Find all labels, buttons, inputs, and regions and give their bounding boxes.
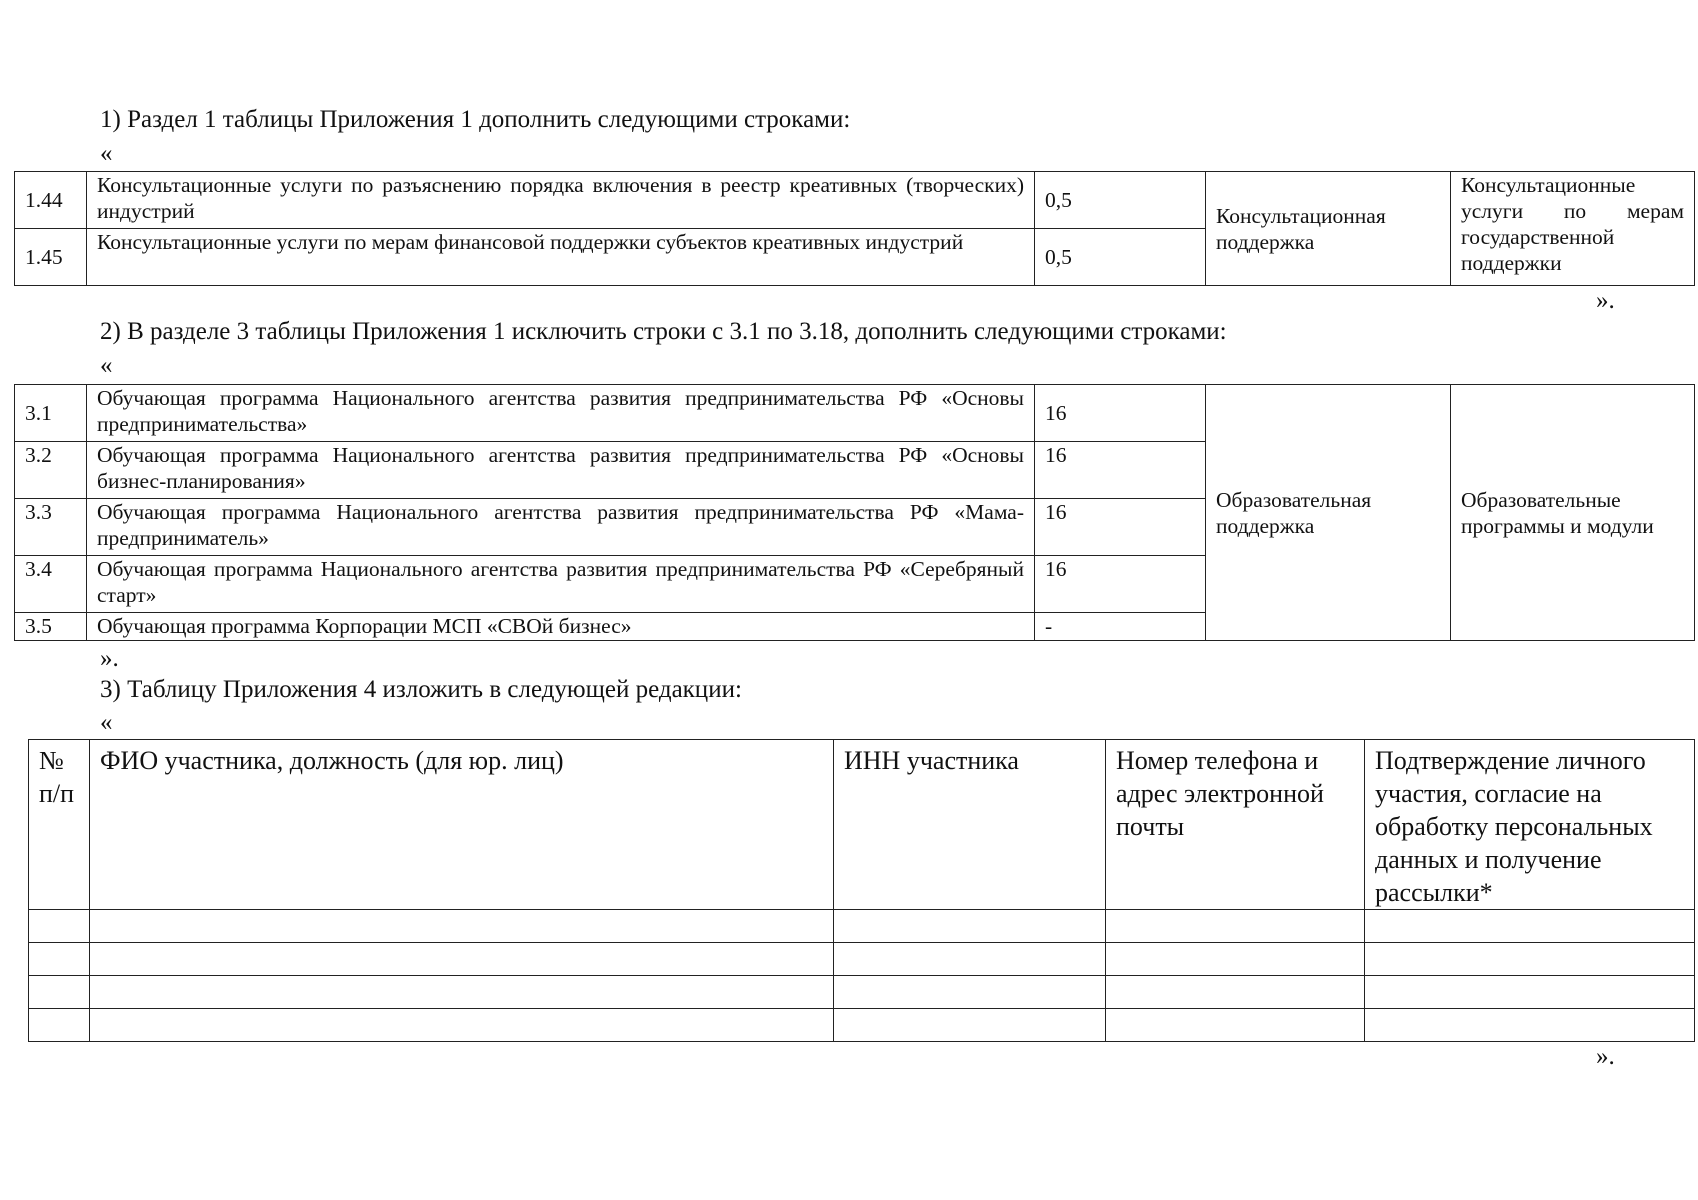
category-cell: Консультационная поддержка: [1206, 172, 1451, 286]
row-name: Обучающая программа Корпорации МСП «СВОй бизнес»: [87, 613, 1035, 641]
header-inn: ИНН участника: [834, 740, 1106, 910]
item2-heading: 2) В разделе 3 таблицы Приложения 1 исключить строки с 3.1 по 3.18, дополнить следующими строками:: [100, 318, 1227, 345]
cell-consent[interactable]: [1365, 1009, 1695, 1042]
row-value: 0,5: [1035, 172, 1206, 229]
category-cell: Образовательная поддержка: [1206, 385, 1451, 641]
row-number: 3.1: [15, 385, 87, 442]
cell-inn[interactable]: [834, 976, 1106, 1009]
row-value: 0,5: [1035, 229, 1206, 286]
row-value: 16: [1035, 499, 1206, 556]
header-contacts: Номер телефона и адрес электронной почты: [1106, 740, 1365, 910]
subcategory-cell: Консультационные услуги по мерам государственной поддержки: [1451, 172, 1695, 286]
table-row: [29, 976, 1695, 1009]
row-value: 16: [1035, 556, 1206, 613]
item3-close-quote: ».: [1596, 1043, 1615, 1070]
subcategory-cell: Образовательные программы и модули: [1451, 385, 1695, 641]
cell-name[interactable]: [90, 910, 834, 943]
cell-number[interactable]: [29, 1009, 90, 1042]
table-row: [29, 943, 1695, 976]
header-name: ФИО участника, должность (для юр. лиц): [90, 740, 834, 910]
item1-open-quote: «: [100, 140, 113, 167]
cell-name[interactable]: [90, 976, 834, 1009]
cell-contacts[interactable]: [1106, 1009, 1365, 1042]
row-name: Обучающая программа Национального агентства развития предпринимательства РФ «Серебряный старт»: [87, 556, 1035, 613]
row-name: Консультационные услуги по мерам финансовой поддержки субъектов креативных индустрий: [87, 229, 1035, 286]
row-number: 3.2: [15, 442, 87, 499]
row-number: 3.4: [15, 556, 87, 613]
row-name: Обучающая программа Национального агентства развития предпринимательства РФ «Основы бизнес-планирования»: [87, 442, 1035, 499]
item2-table: [14, 384, 1695, 641]
cell-consent[interactable]: [1365, 976, 1695, 1009]
item3-heading: 3) Таблицу Приложения 4 изложить в следующей редакции:: [100, 676, 742, 703]
cell-contacts[interactable]: [1106, 976, 1365, 1009]
cell-inn[interactable]: [834, 910, 1106, 943]
table-row: [15, 385, 1695, 442]
cell-number[interactable]: [29, 943, 90, 976]
item1-close-quote: ».: [1596, 287, 1615, 314]
row-name: Обучающая программа Национального агентства развития предпринимательства РФ «Основы предпринимательства»: [87, 385, 1035, 442]
cell-name[interactable]: [90, 943, 834, 976]
row-name: Консультационные услуги по разъяснению порядка включения в реестр креативных (творческих) индустрий: [87, 172, 1035, 229]
participants-table: [28, 739, 1695, 1042]
item2-open-quote: «: [100, 352, 113, 379]
cell-inn[interactable]: [834, 1009, 1106, 1042]
table-row: [15, 172, 1695, 229]
row-number: 1.44: [15, 172, 87, 229]
row-number: 3.5: [15, 613, 87, 641]
cell-consent[interactable]: [1365, 943, 1695, 976]
cell-number[interactable]: [29, 910, 90, 943]
item1-heading: 1) Раздел 1 таблицы Приложения 1 дополнить следующими строками:: [100, 106, 851, 133]
header-number: № п/п: [29, 740, 90, 910]
row-value: -: [1035, 613, 1206, 641]
item2-close-quote: ».: [100, 645, 119, 672]
item1-table: [14, 171, 1695, 286]
table-header-row: [29, 740, 1695, 910]
row-number: 1.45: [15, 229, 87, 286]
row-value: 16: [1035, 385, 1206, 442]
cell-consent[interactable]: [1365, 910, 1695, 943]
row-name: Обучающая программа Национального агентства развития предпринимательства РФ «Мама-предприниматель»: [87, 499, 1035, 556]
cell-contacts[interactable]: [1106, 910, 1365, 943]
cell-inn[interactable]: [834, 943, 1106, 976]
item3-open-quote: «: [100, 709, 113, 736]
row-value: 16: [1035, 442, 1206, 499]
cell-number[interactable]: [29, 976, 90, 1009]
table-row: [29, 1009, 1695, 1042]
header-consent: Подтверждение личного участия, согласие на обработку персональных данных и получение рассылки*: [1365, 740, 1695, 910]
row-number: 3.3: [15, 499, 87, 556]
cell-name[interactable]: [90, 1009, 834, 1042]
table-row: [29, 910, 1695, 943]
cell-contacts[interactable]: [1106, 943, 1365, 976]
